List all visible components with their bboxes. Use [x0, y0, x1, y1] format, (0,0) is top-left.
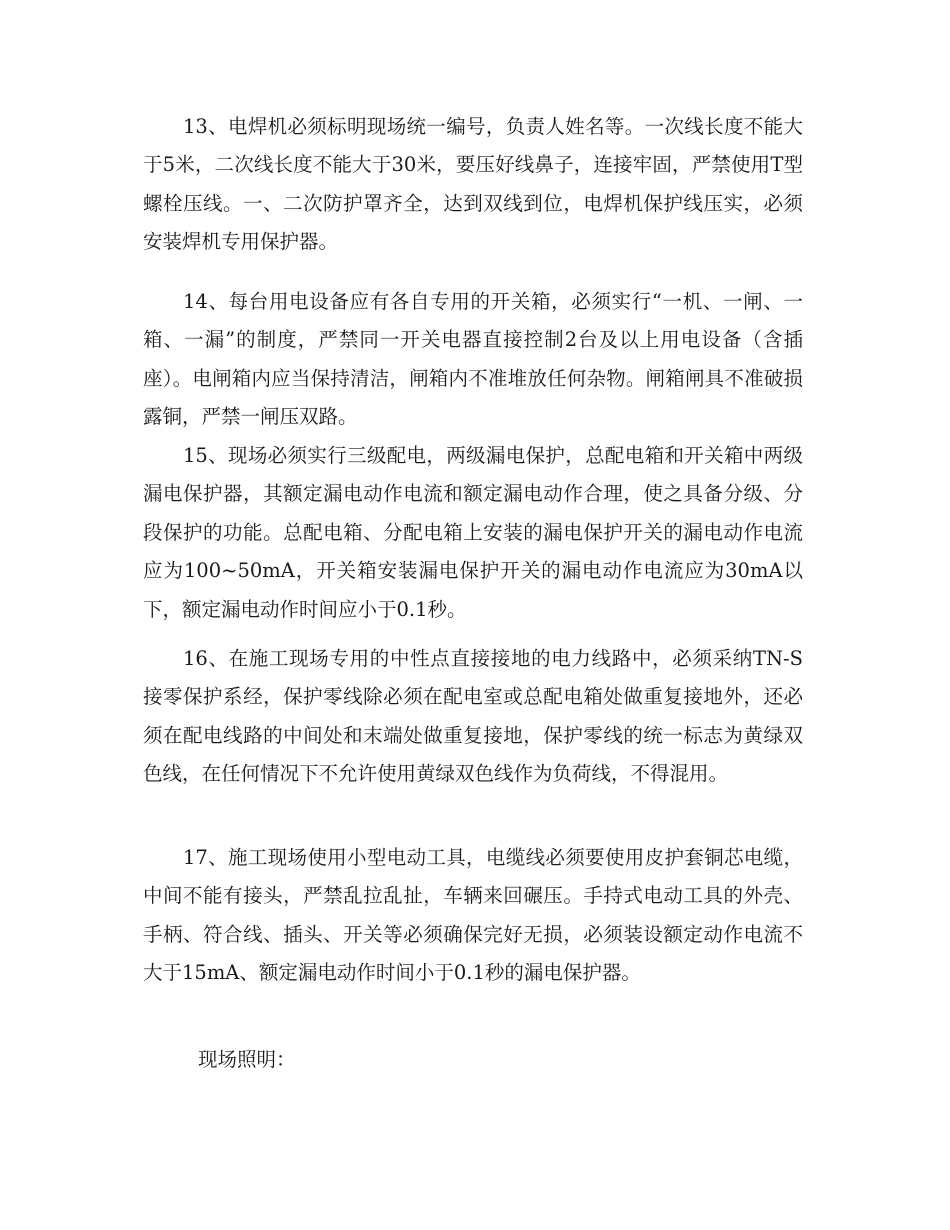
paragraph-16-grounding: 16、在施工现场专用的中性点直接接地的电力线路中，必须采纳TN-S接零保护系经，保护零线除必须在配电室或总配电箱处做重复接地外，还必须在配电线路的中间处和末端处做重复接地，保护零线的统一标志为黄绿双色线，在任何情况下不允许使用黄绿双色线作为负荷线，不得混用。 [143, 647, 803, 786]
paragraph-17-power-tools: 17、施工现场使用小型电动工具，电缆线必须要使用皮护套铜芯电缆，中间不能有接头，严禁乱拉乱扯，车辆来回碾压。手持式电动工具的外壳、手柄、符合线、插头、开关等必须确保完好无损，必须装设额定动作电流不大于15mA、额定漏电动作时间小于0.1秒的漏电保护器。 [143, 846, 803, 985]
paragraph-15-power-distribution: 15、现场必须实行三级配电，两级漏电保护，总配电箱和开关箱中两级漏电保护器，其额定漏电动作电流和额定漏电动作合理，使之具备分级、分段保护的功能。总配电箱、分配电箱上安装的漏电保护开关的漏电动作电流应为100~50mA，开关箱安装漏电保护开关的漏电动作电流应为30mA以下，额定漏电动作时间应小于0.1秒。 [143, 444, 803, 621]
section-heading-site-lighting: 现场照明： [198, 1048, 296, 1071]
paragraph-14-switch-box: 14、每台用电设备应有各自专用的开关箱，必须实行“一机、一闸、一箱、一漏”的制度，严禁同一开关电器直接控制2台及以上用电设备（含插座）。电闸箱内应当保持清洁，闸箱内不准堆放任何杂物。闸箱闸具不准破损露铜，严禁一闸压双路。 [143, 290, 803, 429]
paragraph-13-welding-machine: 13、电焊机必须标明现场统一编号，负责人姓名等。一次线长度不能大于5米，二次线长度不能大于30米，要压好线鼻子，连接牢固，严禁使用T型螺栓压线。一、二次防护罩齐全，达到双线到位，电焊机保护线压实，必须安装焊机专用保护器。 [143, 115, 803, 254]
